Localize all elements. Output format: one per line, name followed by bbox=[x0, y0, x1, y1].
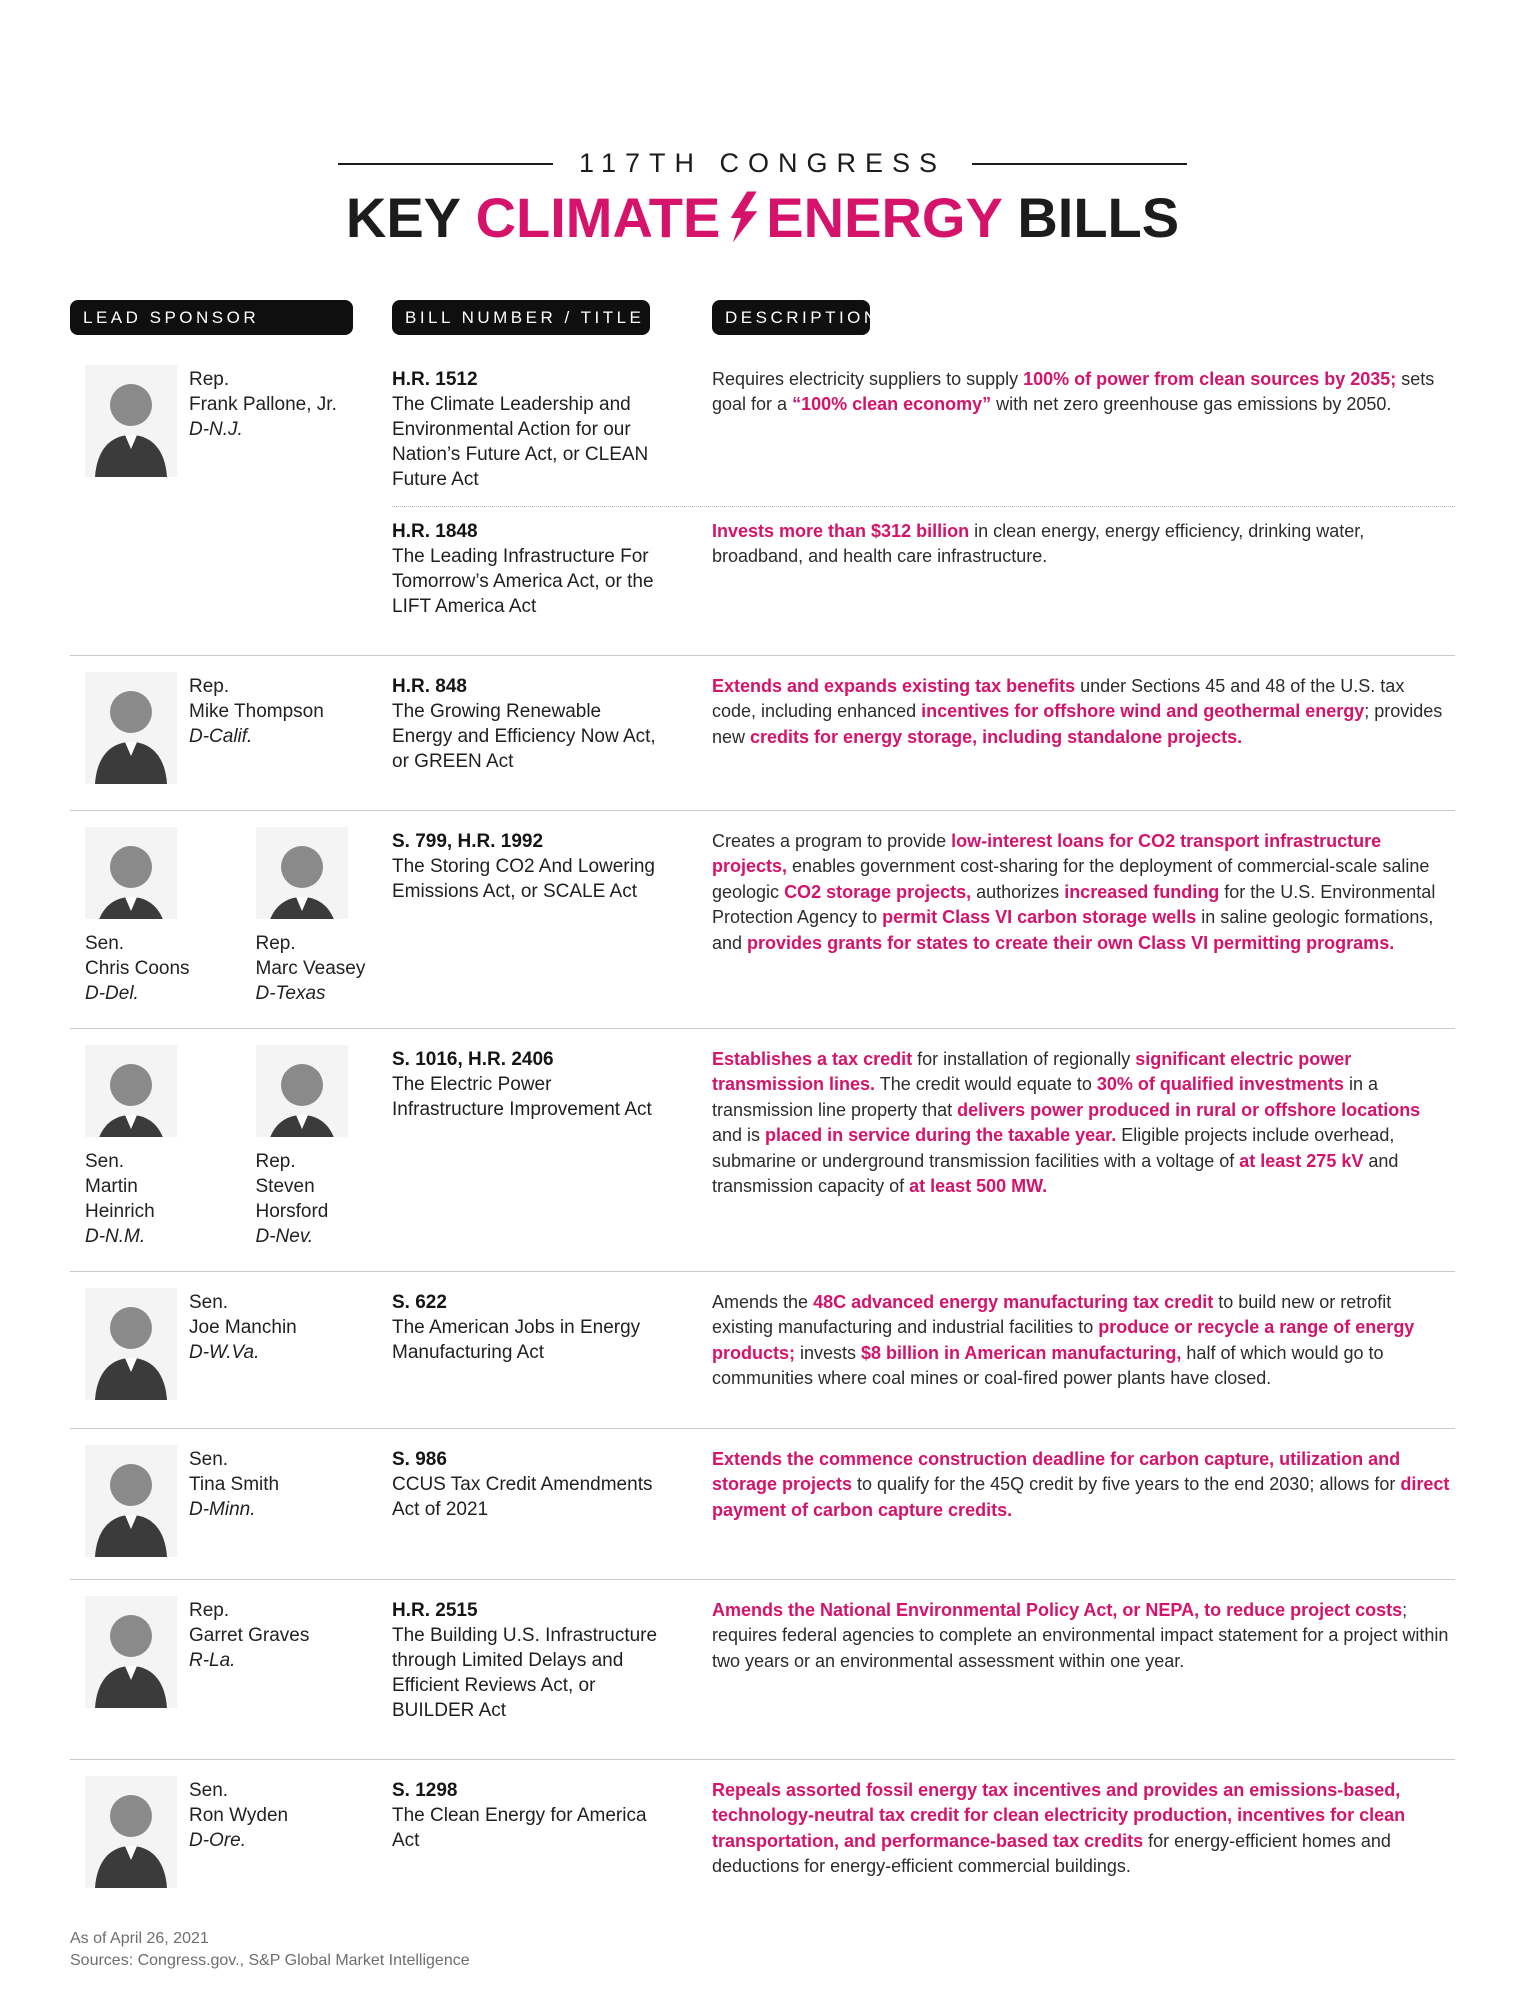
sponsor-cell bbox=[70, 1288, 392, 1406]
sponsor-title: Rep. bbox=[255, 1150, 296, 1172]
sponsor-name: Ron Wyden bbox=[189, 1804, 289, 1826]
sponsor-party: R-La. bbox=[189, 1649, 236, 1671]
footer bbox=[70, 1928, 1455, 1972]
bill-cell bbox=[392, 367, 712, 492]
sponsor-text bbox=[189, 672, 324, 784]
bill-title: The Electric Power Infrastructure Improvement Act bbox=[392, 1073, 652, 1120]
bill-item bbox=[392, 365, 1455, 506]
page-title bbox=[70, 186, 1455, 254]
bill-item bbox=[392, 1596, 1455, 1737]
bill-item bbox=[392, 827, 1455, 971]
bill-cell bbox=[392, 1447, 712, 1524]
table-row bbox=[70, 349, 1455, 655]
bill-items-cell bbox=[392, 1596, 1455, 1737]
sponsor-cell bbox=[70, 1776, 392, 1894]
bill-cell bbox=[392, 1047, 712, 1200]
bill-number: S. 799, H.R. 1992 bbox=[392, 830, 544, 852]
sponsor-party: D-N.M. bbox=[85, 1225, 146, 1247]
sponsor-name: Marc Veasey bbox=[255, 957, 366, 979]
bill-title: CCUS Tax Credit Amendments Act of 2021 bbox=[392, 1473, 653, 1520]
bill-number: H.R. 848 bbox=[392, 675, 467, 697]
sponsor-party: D-W.Va. bbox=[189, 1341, 260, 1363]
bill-description: Establishes a tax credit for installation of regionally significant electric power transmission lines. The credit would equate to 30% of qualified investments in a transmission line property that delivers power produced in rural or offshore locations and is placed in service during the taxable year. Eligible projects include overhead, submarine or underground transmission facilities with a voltage of at least 275 kV and transmission capacity of at least 500 MW. bbox=[712, 1048, 1421, 1197]
bill-items-cell bbox=[392, 672, 1455, 788]
sponsor-cell bbox=[70, 1045, 392, 1249]
sponsor-photo bbox=[256, 1045, 348, 1137]
sponsor-cell bbox=[70, 1596, 392, 1737]
sponsor-text bbox=[85, 929, 204, 1006]
bill-description: Invests more than $312 billion in clean energy, energy efficiency, drinking water, broadband, and health care infrastructure. bbox=[712, 520, 1365, 567]
sponsor-title: Sen. bbox=[189, 1448, 229, 1470]
sponsor-name: Tina Smith bbox=[189, 1473, 280, 1495]
bill-item bbox=[392, 672, 1455, 788]
sponsor-text bbox=[189, 1776, 288, 1888]
sponsor-title: Sen. bbox=[189, 1291, 229, 1313]
bill-description: Extends the commence construction deadline for carbon capture, utilization and storage projects to qualify for the 45Q credit by five years to the end 2030; allows for direct payment of carbon capture credits. bbox=[712, 1448, 1450, 1520]
sponsor-title: Rep. bbox=[189, 368, 230, 390]
sponsor bbox=[85, 672, 374, 784]
sponsor-photo bbox=[85, 827, 177, 919]
sponsor bbox=[85, 365, 374, 477]
bill-cell bbox=[392, 519, 712, 619]
bill-title: The Building U.S. Infrastructure through Limited Delays and Efficient Reviews Act, or BUILDER Act bbox=[392, 1624, 658, 1721]
sponsor-party: D-Texas bbox=[255, 982, 326, 1004]
bill-items-cell bbox=[392, 365, 1455, 633]
sponsor-party: D-Del. bbox=[85, 982, 139, 1004]
bill-items-cell bbox=[392, 1288, 1455, 1406]
sponsor-party: D-Nev. bbox=[255, 1225, 314, 1247]
sponsor-text bbox=[189, 365, 337, 477]
bill-item bbox=[392, 1288, 1455, 1406]
bill-cell bbox=[392, 1778, 712, 1880]
sponsor-photo bbox=[85, 1596, 177, 1708]
sponsor-title: Rep. bbox=[255, 932, 296, 954]
bill-number: S. 986 bbox=[392, 1448, 447, 1470]
kicker-right-rule bbox=[972, 163, 1187, 165]
table-row bbox=[70, 1028, 1455, 1271]
sponsor-photo bbox=[256, 827, 348, 919]
bill-rows bbox=[70, 349, 1455, 1916]
sponsor-title: Sen. bbox=[85, 932, 125, 954]
kicker-row bbox=[313, 148, 1213, 179]
bill-item bbox=[392, 1776, 1455, 1894]
title-pre: KEY bbox=[345, 186, 476, 249]
kicker-left-rule bbox=[338, 163, 553, 165]
column-header-description: DESCRIPTION bbox=[712, 300, 870, 335]
sponsor-name: Joe Manchin bbox=[189, 1316, 297, 1338]
sponsor-photo bbox=[85, 1776, 177, 1888]
title-post: BILLS bbox=[1001, 186, 1180, 249]
bill-title: The Storing CO2 And Lowering Emissions Act, or SCALE Act bbox=[392, 855, 655, 902]
kicker-text: 117TH CONGRESS bbox=[578, 148, 947, 178]
sponsor-name: Frank Pallone, Jr. bbox=[189, 393, 337, 415]
bill-cell bbox=[392, 829, 712, 957]
bill-cell bbox=[392, 1290, 712, 1392]
sponsor-cell bbox=[70, 672, 392, 788]
bill-description: Requires electricity suppliers to supply 100% of power from clean sources by 2035; sets goal for a “100% clean economy” with net zero greenhouse gas emissions by 2050. bbox=[712, 368, 1435, 415]
sponsor-party: D-Minn. bbox=[189, 1498, 256, 1520]
sponsor-text bbox=[85, 1147, 204, 1249]
bill-title: The American Jobs in Energy Manufacturing Act bbox=[392, 1316, 641, 1363]
column-header-bill-number-title: BILL NUMBER / TITLE bbox=[392, 300, 650, 335]
lightning-bolt-icon bbox=[726, 191, 760, 254]
sponsor bbox=[256, 1045, 375, 1249]
bill-description: Creates a program to provide low-interest loans for CO2 transport infrastructure projects, enables government cost-sharing for the deployment of commercial-scale saline geologic CO2 storage projects, authorizes increased funding for the U.S. Environmental Protection Agency to permit Class VI carbon storage wells in saline geologic formations, and provides grants for states to create their own Class VI permitting programs. bbox=[712, 830, 1436, 953]
title-climate: CLIMATE bbox=[475, 186, 721, 249]
bill-item bbox=[392, 1045, 1455, 1214]
sources-line: Sources: Congress.gov., S&P Global Market Intelligence bbox=[70, 1951, 470, 1969]
sponsor-name: Chris Coons bbox=[85, 957, 190, 979]
sponsor-title: Sen. bbox=[189, 1779, 229, 1801]
sponsor-title: Sen. bbox=[85, 1150, 125, 1172]
bill-number: H.R. 2515 bbox=[392, 1599, 478, 1621]
bill-description: Amends the National Environmental Policy Act, or NEPA, to reduce project costs; requires federal agencies to complete an environmental impact statement for a project within two years or an environmental assessment within one year. bbox=[712, 1599, 1449, 1671]
sponsor-text bbox=[256, 929, 375, 1006]
sponsor bbox=[85, 1596, 374, 1708]
sponsor-name: Garret Graves bbox=[189, 1624, 310, 1646]
table-row bbox=[70, 1428, 1455, 1579]
bill-cell bbox=[392, 674, 712, 774]
sponsor-cell bbox=[70, 827, 392, 1006]
bill-items-cell bbox=[392, 1445, 1455, 1557]
sponsor-text bbox=[189, 1596, 309, 1708]
bill-number: S. 1016, H.R. 2406 bbox=[392, 1048, 554, 1070]
table-row bbox=[70, 1271, 1455, 1428]
table-row bbox=[70, 655, 1455, 810]
sponsor-photo bbox=[85, 1445, 177, 1557]
sponsor-name: Martin Heinrich bbox=[85, 1175, 155, 1222]
sponsor-cell bbox=[70, 1445, 392, 1557]
sponsor-cell bbox=[70, 365, 392, 633]
bill-description: Extends and expands existing tax benefits under Sections 45 and 48 of the U.S. tax code, including enhanced incentives for offshore wind and geothermal energy; provides new credits for energy storage, including standalone projects. bbox=[712, 675, 1443, 747]
sponsor bbox=[256, 827, 375, 1006]
sponsor bbox=[85, 1445, 374, 1557]
sponsor bbox=[85, 1776, 374, 1888]
sponsor-title: Rep. bbox=[189, 675, 230, 697]
sponsor-title: Rep. bbox=[189, 1599, 230, 1621]
header bbox=[70, 148, 1455, 254]
bill-item bbox=[392, 506, 1455, 633]
title-energy: ENERGY bbox=[766, 186, 1002, 249]
bill-description: Amends the 48C advanced energy manufacturing tax credit to build new or retrofit existing manufacturing and industrial facilities to produce or recycle a range of energy products; invests $8 billion in American manufacturing, half of which would go to communities where coal mines or coal-fired power plants have closed. bbox=[712, 1291, 1415, 1389]
bill-number: S. 622 bbox=[392, 1291, 447, 1313]
sponsor bbox=[85, 1288, 374, 1400]
sponsor-name: Steven Horsford bbox=[255, 1175, 329, 1222]
bill-title: The Climate Leadership and Environmental Action for our Nation’s Future Act, or CLEAN Future Act bbox=[392, 393, 649, 490]
sponsor-text bbox=[256, 1147, 375, 1249]
bill-item bbox=[392, 1445, 1455, 1538]
bill-number: H.R. 1848 bbox=[392, 520, 478, 542]
as-of-date: As of April 26, 2021 bbox=[70, 1929, 209, 1947]
bill-items-cell bbox=[392, 1776, 1455, 1894]
bill-title: The Leading Infrastructure For Tomorrow’s America Act, or the LIFT America Act bbox=[392, 545, 654, 617]
sponsor-photo bbox=[85, 1045, 177, 1137]
table-row bbox=[70, 1759, 1455, 1916]
sponsor-photo bbox=[85, 1288, 177, 1400]
sponsor-party: D-Ore. bbox=[189, 1829, 246, 1851]
sponsor-party: D-Calif. bbox=[189, 725, 253, 747]
sponsor bbox=[85, 1045, 204, 1249]
bill-number: H.R. 1512 bbox=[392, 368, 478, 390]
sponsor-name: Mike Thompson bbox=[189, 700, 324, 722]
bill-description: Repeals assorted fossil energy tax incentives and provides an emissions-based, technology-neutral tax credit for clean electricity production, incentives for clean transportation, and performance-based tax credits for energy-efficient homes and deductions for energy-efficient commercial buildings. bbox=[712, 1779, 1406, 1877]
bill-cell bbox=[392, 1598, 712, 1723]
sponsor-text bbox=[189, 1288, 297, 1400]
table-header bbox=[70, 300, 1455, 335]
bill-title: The Clean Energy for America Act bbox=[392, 1804, 647, 1851]
bill-number: S. 1298 bbox=[392, 1779, 458, 1801]
bill-title: The Growing Renewable Energy and Efficiency Now Act, or GREEN Act bbox=[392, 700, 656, 772]
sponsor-photo bbox=[85, 672, 177, 784]
sponsor-party: D-N.J. bbox=[189, 418, 243, 440]
bill-items-cell bbox=[392, 1045, 1455, 1249]
table-row bbox=[70, 1579, 1455, 1759]
sponsor-photo bbox=[85, 365, 177, 477]
table-row bbox=[70, 810, 1455, 1028]
bill-items-cell bbox=[392, 827, 1455, 1006]
column-header-lead-sponsor: LEAD SPONSOR bbox=[70, 300, 353, 335]
sponsor bbox=[85, 827, 204, 1006]
sponsor-text bbox=[189, 1445, 279, 1557]
